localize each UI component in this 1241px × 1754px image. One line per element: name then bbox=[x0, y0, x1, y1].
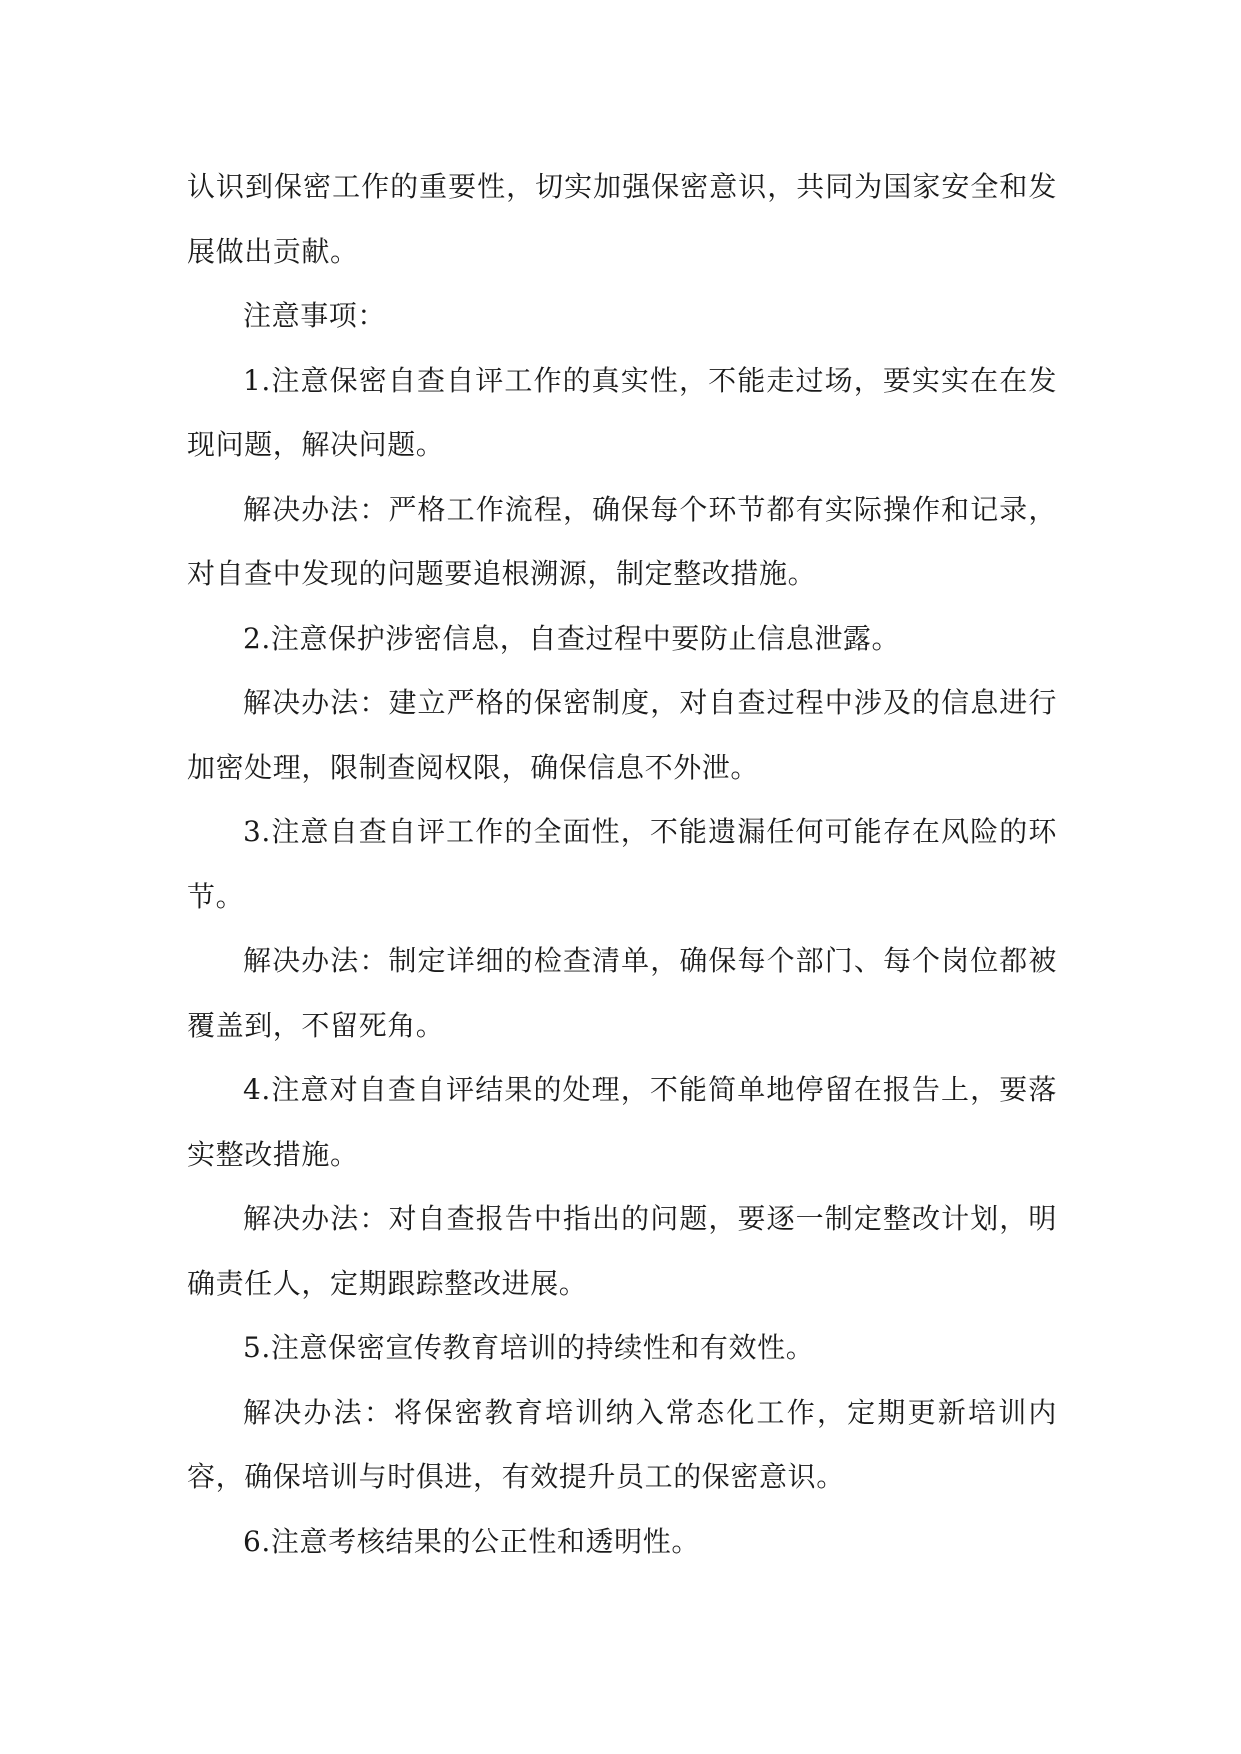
paragraph-solution-4: 解决办法：对自查报告中指出的问题，要逐一制定整改计划，明确责任人，定期跟踪整改进展。 bbox=[187, 1202, 1057, 1300]
paragraph-note-2: 2.注意保护涉密信息，自查过程中要防止信息泄露。 bbox=[243, 621, 901, 655]
paragraph-solution-1: 解决办法：严格工作流程，确保每个环节都有实际操作和记录，对自查中发现的问题要追根溯源，制定整改措施。 bbox=[187, 492, 1057, 590]
paragraph-note-1: 1.注意保密自查自评工作的真实性，不能走过场，要实实在在发现问题，解决问题。 bbox=[187, 363, 1057, 461]
paragraph-notes-heading: 注意事项： bbox=[243, 299, 387, 332]
paragraph-note-5: 5.注意保密宣传教育培训的持续性和有效性。 bbox=[243, 1331, 815, 1364]
paragraph-note-4: 4.注意对自查自评结果的处理，不能简单地停留在报告上，要落实整改措施。 bbox=[187, 1073, 1057, 1171]
paragraph-note-6: 6.注意考核结果的公正性和透明性。 bbox=[243, 1524, 700, 1558]
paragraph-solution-5: 解决办法：将保密教育培训纳入常态化工作，定期更新培训内容，确保培训与时俱进，有效提升员工的保密意识。 bbox=[187, 1395, 1057, 1493]
document-body bbox=[187, 155, 1057, 1574]
paragraph-note-3: 3.注意自查自评工作的全面性，不能遗漏任何可能存在风险的环节。 bbox=[187, 815, 1057, 913]
paragraph-solution-3: 解决办法：制定详细的检查清单，确保每个部门、每个岗位都被覆盖到，不留死角。 bbox=[187, 944, 1057, 1042]
paragraph-continuation: 认识到保密工作的重要性，切实加强保密意识，共同为国家安全和发展做出贡献。 bbox=[187, 170, 1057, 268]
paragraph-solution-2: 解决办法：建立严格的保密制度，对自查过程中涉及的信息进行加密处理，限制查阅权限，确保信息不外泄。 bbox=[187, 686, 1057, 784]
